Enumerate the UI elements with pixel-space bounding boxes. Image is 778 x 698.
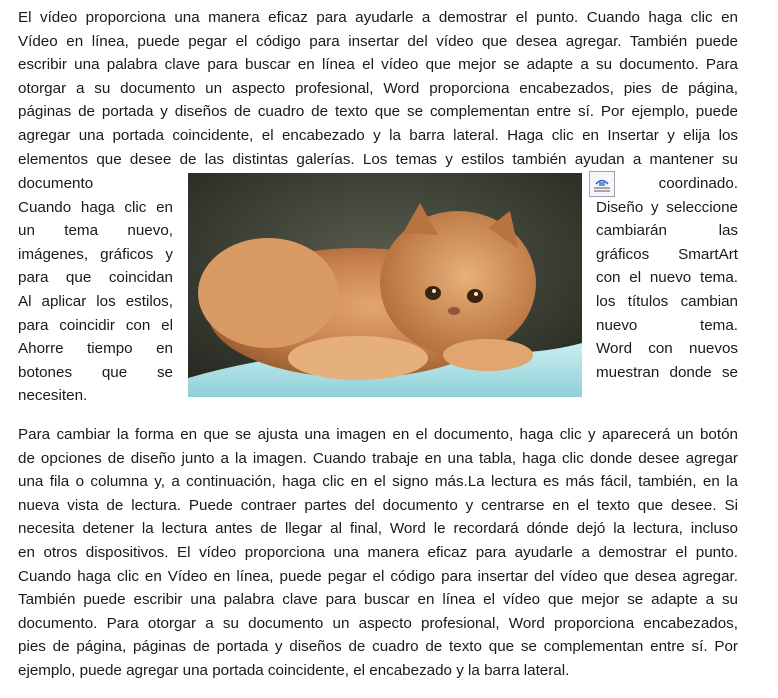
text-line[interactable]: necesiten. — [18, 387, 88, 405]
text-line[interactable]: nuevo tema. — [596, 316, 738, 334]
text-line[interactable]: ejemplo, puede agregar una portada coincidente, el encabezado y la barra lateral. — [18, 661, 570, 679]
text-line[interactable]: un tema nuevo, — [18, 222, 173, 240]
text-line[interactable]: Ahorre tiempo en — [18, 340, 173, 358]
text-line[interactable]: elementos que desee de las distintas galerías. Los temas y estilos también ayudan a mantener su — [18, 150, 738, 168]
text-line[interactable]: botones que se — [18, 363, 173, 381]
text-line[interactable]: muestran donde se — [596, 363, 738, 381]
text-line[interactable]: para que coincidan — [18, 269, 173, 287]
text-line[interactable]: pies de página, páginas de portada y diseños de cuadro de texto que se complementan entre sí. Por — [18, 638, 738, 656]
text-line[interactable]: una fila o columna y, a continuación, haga clic en el signo más.La lectura es más fácil, también, en la — [18, 473, 738, 491]
wrapped-text-right[interactable] — [596, 172, 738, 384]
text-line[interactable]: Para cambiar la forma en que se ajusta una imagen en el documento, haga clic y aparecerá un botón — [18, 426, 738, 443]
text-line[interactable]: Vídeo en línea, puede pegar el código para insertar del vídeo que desea agregar. También puede — [18, 32, 738, 50]
text-line[interactable]: en otros dispositivos. El vídeo proporciona una manera eficaz para ayudarle a demostrar el punto. — [18, 543, 738, 561]
text-line[interactable]: páginas de portada y diseños de cuadro de texto que se complementan entre sí. Por ejemplo, puede — [18, 103, 738, 121]
text-line[interactable]: imágenes, gráficos y — [18, 245, 173, 263]
wrapped-text-left[interactable] — [18, 172, 173, 408]
text-line[interactable]: Cuando haga clic en Vídeo en línea, puede pegar el código para insertar del vídeo que desea agregar. — [18, 567, 738, 585]
paragraph-1[interactable] — [18, 6, 738, 171]
text-line[interactable]: Al aplicar los estilos, — [18, 292, 173, 310]
text-line[interactable]: coordinado. — [658, 175, 738, 192]
text-line[interactable]: cambiarán las — [596, 222, 738, 240]
text-line[interactable]: Diseño y seleccione — [596, 198, 738, 216]
cat-photo[interactable] — [188, 173, 582, 397]
text-line[interactable]: También puede escribir una palabra clave para buscar en línea el vídeo que mejor se adapte a su — [18, 591, 738, 609]
text-line[interactable]: documento — [18, 175, 94, 192]
text-line[interactable]: El vídeo proporciona una manera eficaz para ayudarle a demostrar el punto. Cuando haga clic en — [18, 9, 738, 26]
text-line[interactable]: gráficos SmartArt — [596, 245, 738, 263]
text-line[interactable]: Cuando haga clic en — [18, 198, 173, 216]
text-line[interactable]: Word con nuevos — [596, 340, 738, 358]
text-line[interactable]: agregar una portada coincidente, el encabezado y la barra lateral. Haga clic en Insertar y elija los — [18, 126, 738, 144]
text-line[interactable]: otorgar a su documento un aspecto profesional, Word proporciona encabezados, pies de página, — [18, 79, 738, 97]
text-line[interactable]: con el nuevo tema. — [596, 269, 738, 287]
paragraph-2[interactable] — [18, 423, 738, 683]
cat-image-graphic — [188, 173, 582, 397]
text-line[interactable]: para coincidir con el — [18, 316, 173, 334]
text-line[interactable]: necesita detener la lectura antes de llegar al final, Word le recordará dónde dejó la lectura, incluso — [18, 520, 738, 538]
text-line[interactable]: documento. Para otorgar a su documento un aspecto profesional, Word proporciona encabezados, — [18, 614, 738, 632]
text-line[interactable]: de opciones de diseño junto a la imagen. Cuando trabaje en una tabla, haga clic donde desee agregar — [18, 449, 738, 467]
text-line[interactable]: los títulos cambian — [596, 292, 738, 310]
text-line[interactable]: nueva vista de lectura. Puede contraer partes del documento y centrarse en el texto que desee. Si — [18, 496, 738, 514]
text-line[interactable]: escribir una palabra clave para buscar en línea el vídeo que mejor se adapte a su documento. Para — [18, 56, 738, 74]
